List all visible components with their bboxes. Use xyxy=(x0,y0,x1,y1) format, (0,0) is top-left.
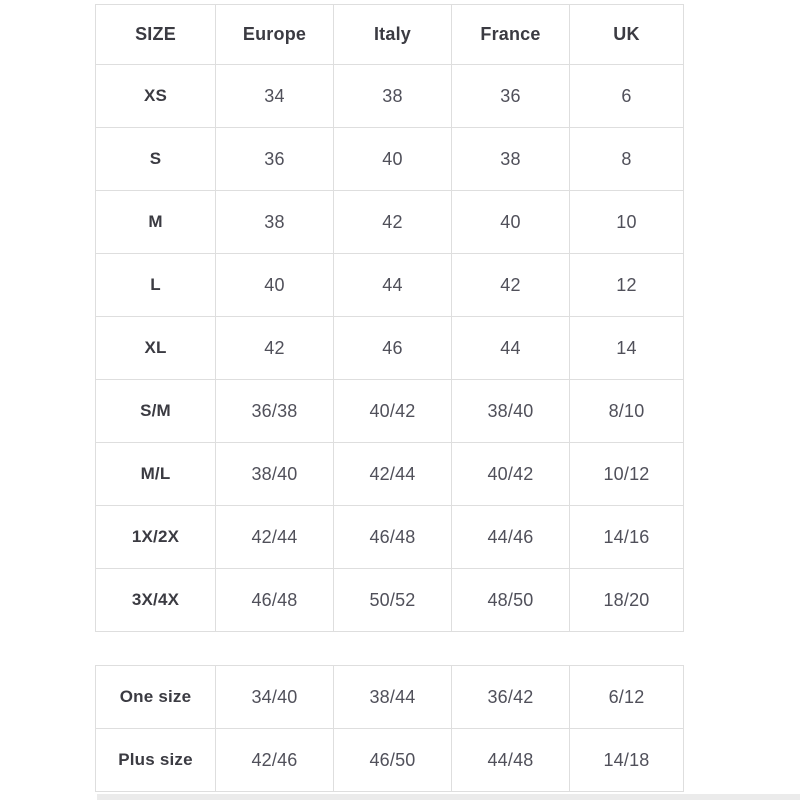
size-row-m xyxy=(96,191,684,254)
value-cell: 42 xyxy=(216,317,334,380)
value-cell: 8 xyxy=(570,128,684,191)
row-label-cell: One size xyxy=(96,666,216,729)
size-row-one-size xyxy=(96,666,684,729)
value-cell: 40 xyxy=(452,191,570,254)
row-label-cell: M xyxy=(96,191,216,254)
value-cell: 46 xyxy=(334,317,452,380)
row-label-cell: S xyxy=(96,128,216,191)
value-cell: 42 xyxy=(334,191,452,254)
value-cell: 6 xyxy=(570,65,684,128)
value-cell: 38 xyxy=(216,191,334,254)
value-cell: 36/42 xyxy=(452,666,570,729)
value-cell: 14/18 xyxy=(570,729,684,792)
value-cell: 48/50 xyxy=(452,569,570,632)
value-cell: 10/12 xyxy=(570,443,684,506)
value-cell: 40/42 xyxy=(334,380,452,443)
header-row xyxy=(96,5,684,65)
value-cell: 42/46 xyxy=(216,729,334,792)
value-cell: 36 xyxy=(216,128,334,191)
value-cell: 38/40 xyxy=(452,380,570,443)
header-cell-uk: UK xyxy=(570,5,684,65)
value-cell: 44/46 xyxy=(452,506,570,569)
size-row-1x-2x xyxy=(96,506,684,569)
size-row-s xyxy=(96,128,684,191)
size-row-l xyxy=(96,254,684,317)
special-size-table xyxy=(95,665,684,792)
row-label-cell: L xyxy=(96,254,216,317)
value-cell: 42/44 xyxy=(334,443,452,506)
value-cell: 40/42 xyxy=(452,443,570,506)
value-cell: 10 xyxy=(570,191,684,254)
value-cell: 6/12 xyxy=(570,666,684,729)
next-section-top-edge xyxy=(97,794,800,800)
value-cell: 50/52 xyxy=(334,569,452,632)
header-cell-size: SIZE xyxy=(96,5,216,65)
value-cell: 34/40 xyxy=(216,666,334,729)
value-cell: 14/16 xyxy=(570,506,684,569)
value-cell: 46/50 xyxy=(334,729,452,792)
size-row-s-m xyxy=(96,380,684,443)
value-cell: 38 xyxy=(452,128,570,191)
row-label-cell: XS xyxy=(96,65,216,128)
row-label-cell: S/M xyxy=(96,380,216,443)
value-cell: 8/10 xyxy=(570,380,684,443)
header-cell-italy: Italy xyxy=(334,5,452,65)
value-cell: 14 xyxy=(570,317,684,380)
size-row-xl xyxy=(96,317,684,380)
value-cell: 44 xyxy=(452,317,570,380)
value-cell: 44/48 xyxy=(452,729,570,792)
value-cell: 40 xyxy=(334,128,452,191)
value-cell: 18/20 xyxy=(570,569,684,632)
value-cell: 42/44 xyxy=(216,506,334,569)
size-row-3x-4x xyxy=(96,569,684,632)
header-cell-france: France xyxy=(452,5,570,65)
row-label-cell: 1X/2X xyxy=(96,506,216,569)
size-conversion-table xyxy=(95,4,684,632)
value-cell: 38/44 xyxy=(334,666,452,729)
value-cell: 44 xyxy=(334,254,452,317)
header-cell-europe: Europe xyxy=(216,5,334,65)
size-row-plus-size xyxy=(96,729,684,792)
row-label-cell: Plus size xyxy=(96,729,216,792)
size-row-m-l xyxy=(96,443,684,506)
value-cell: 46/48 xyxy=(334,506,452,569)
value-cell: 42 xyxy=(452,254,570,317)
row-label-cell: M/L xyxy=(96,443,216,506)
value-cell: 38 xyxy=(334,65,452,128)
value-cell: 34 xyxy=(216,65,334,128)
row-label-cell: 3X/4X xyxy=(96,569,216,632)
size-row-xs xyxy=(96,65,684,128)
row-label-cell: XL xyxy=(96,317,216,380)
value-cell: 12 xyxy=(570,254,684,317)
value-cell: 36 xyxy=(452,65,570,128)
value-cell: 38/40 xyxy=(216,443,334,506)
value-cell: 46/48 xyxy=(216,569,334,632)
value-cell: 40 xyxy=(216,254,334,317)
value-cell: 36/38 xyxy=(216,380,334,443)
